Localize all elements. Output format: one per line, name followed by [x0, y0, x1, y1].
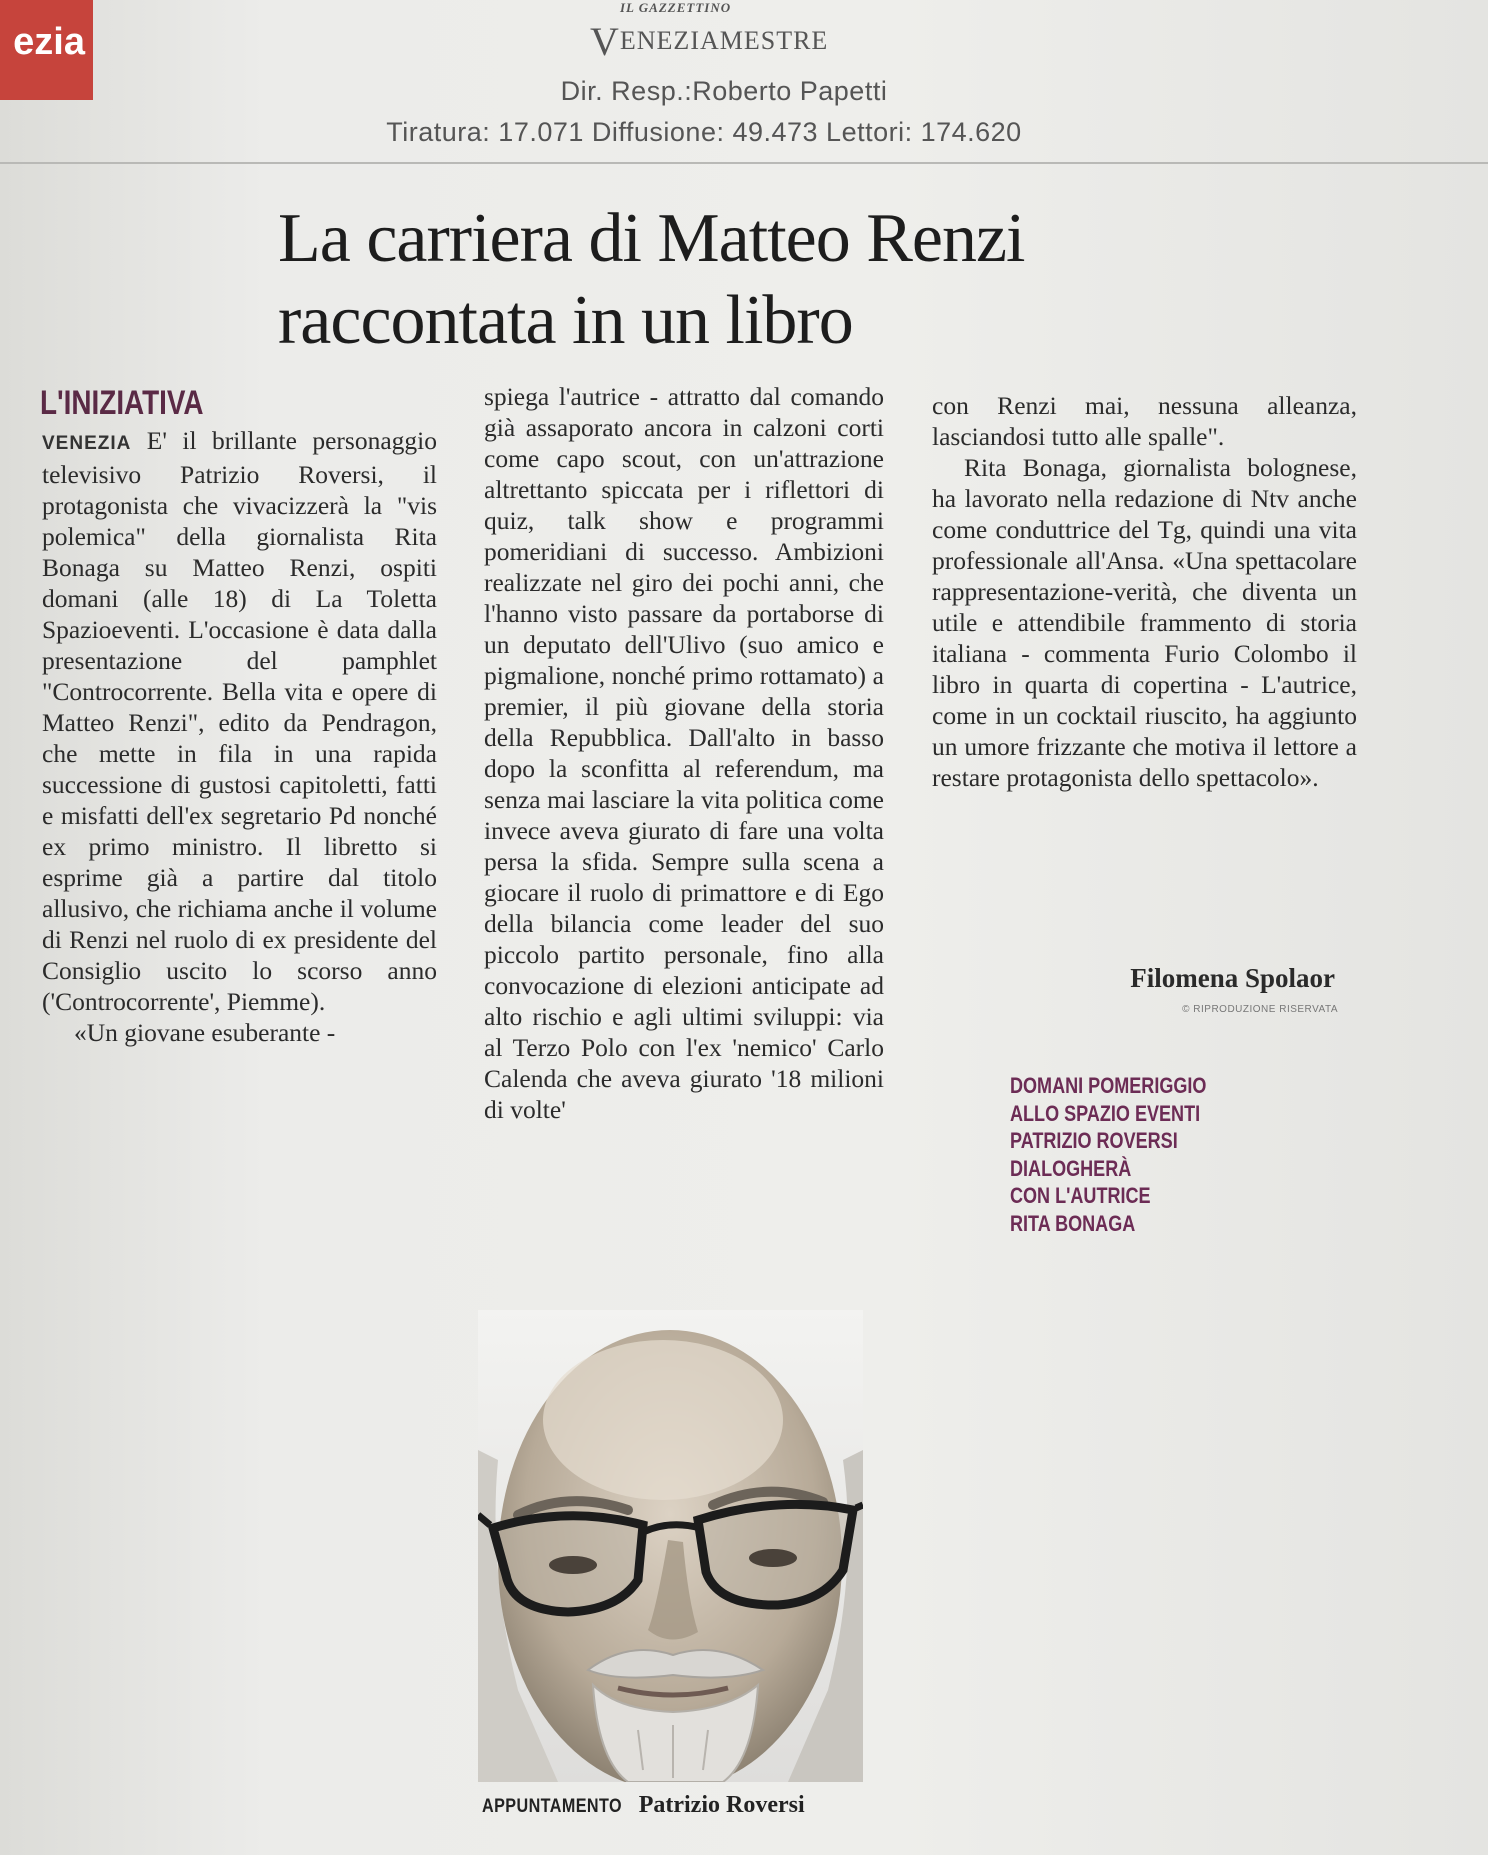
header-divider — [0, 162, 1488, 164]
sidebar-line: CON L'AUTRICE — [1010, 1183, 1151, 1208]
director-line: Dir. Resp.:Roberto Papetti — [560, 76, 888, 106]
masthead-title — [590, 12, 829, 64]
column-2-paragraph-1: spiega l'autrice - attratto dal comando già assaporato ancora in calzoni corti come capo scout, con un'attrazione altrettanto spiccata per i riflettori di quiz, talk show e programmi pomeridiani di successo. Ambizioni realizzate nel giro dei pochi anni, che l'hanno visto passare da portaborse di un deputato dell'Ulivo (suo amico e pigmalione, nonché primo rottamato) a premier, il più giovane della storia della Repubblica. Dall'alto in basso dopo la sconfitta al referendum, ma senza mai lasciare la vita politica come invece aveva giurato di fare una volta persa la sfida. Sempre sulla scena a giocare il ruolo di primattore e di Ego della bilancia come leader del suo piccolo partito personale, fino alla convocazione di elezioni anticipate ad alto rischio e agli ultimi sviluppi: via al Terzo Polo con l'ex 'nemico' Carlo Calenda che aveva giurato '18 milioni di volte' — [484, 382, 884, 1124]
masthead-top: IL GAZZETTINO — [620, 0, 732, 15]
photo-caption — [482, 1792, 805, 1819]
caption-name: Patrizio Roversi — [638, 1792, 805, 1818]
headline-line-2: raccontata in un libro — [278, 282, 853, 359]
column-1-paragraph-1 — [42, 425, 437, 1017]
sidebar-line: RITA BONAGA — [1010, 1210, 1136, 1236]
copyright-notice: © RIPRODUZIONE RISERVATA — [1182, 1004, 1338, 1015]
article-column-2 — [484, 381, 884, 1125]
caption-label: APPUNTAMENTO — [482, 1796, 622, 1817]
article-byline: Filomena Spolaor — [1130, 963, 1335, 993]
column-3-paragraph-1: con Renzi mai, nessuna alleanza, lasciandosi tutto alle spalle". — [932, 391, 1357, 451]
sidebar-line: DOMANI POMERIGGIO — [1010, 1073, 1207, 1098]
dateline: VENEZIA — [42, 433, 132, 454]
headline-line-1: La carriera di Matteo Renzi — [278, 200, 1025, 277]
sidebar-line: ALLO SPAZIO EVENTI — [1010, 1100, 1201, 1126]
sidebar-line: DIALOGHERÀ — [1010, 1155, 1132, 1181]
portrait-photo — [478, 1310, 863, 1782]
column-1-paragraph-2: «Un giovane esuberante - — [74, 1018, 336, 1047]
article-headline — [278, 198, 1025, 362]
article-column-1 — [42, 425, 437, 1048]
masthead — [590, 0, 840, 64]
masthead-initial: V — [590, 19, 620, 64]
column-3-paragraph-2: Rita Bonaga, giornalista bolognese, ha lavorato nella redazione di Ntv anche come conduttrice del Tg, quindi una vita professionale all'Ansa. «Una spettacolare rappresentazione-verità, che diventa un utile e attendibile frammento di storia italiana - commenta Furio Colombo il libro in quarta di copertina - L'autrice, come in un cocktail riuscito, ha aggiunto un umore frizzante che motiva il lettore a restare protagonista dello spettacolo». — [932, 453, 1357, 792]
portrait-illustration — [478, 1310, 863, 1782]
circulation-stats: Tiratura: 17.071 Diffusione: 49.473 Lettori: 174.620 — [386, 117, 1022, 147]
section-tab: ezia — [0, 0, 93, 100]
article-kicker: L'INIZIATIVA — [40, 384, 204, 422]
event-sidebar — [1010, 1072, 1256, 1237]
masthead-rest: ENEZIAMESTRE — [619, 26, 829, 55]
article-column-3 — [932, 390, 1357, 793]
sidebar-line: PATRIZIO ROVERSI — [1010, 1128, 1178, 1153]
column-1-text: E' il brillante personaggio televisivo Patrizio Roversi, il protagonista che vivacizzerà la "vis polemica" della giornalista Rita Bonaga su Matteo Renzi, ospiti domani (alle 18) di La Toletta Spazioeventi. L'occasione è data dalla presentazione del pamphlet "Controcorrente. Bella vita e opere di Matteo Renzi", edito da Pendragon, che mette in fila in una rapida successione di gustosi capitoletti, fatti e misfatti dell'ex segretario Pd nonché ex primo ministro. Il libretto si esprime già a partire dal titolo allusivo, che richiama anche il volume di Renzi nel ruolo di ex presidente del Consiglio uscito lo scorso anno ('Controcorrente', Piemme). — [42, 426, 437, 1016]
